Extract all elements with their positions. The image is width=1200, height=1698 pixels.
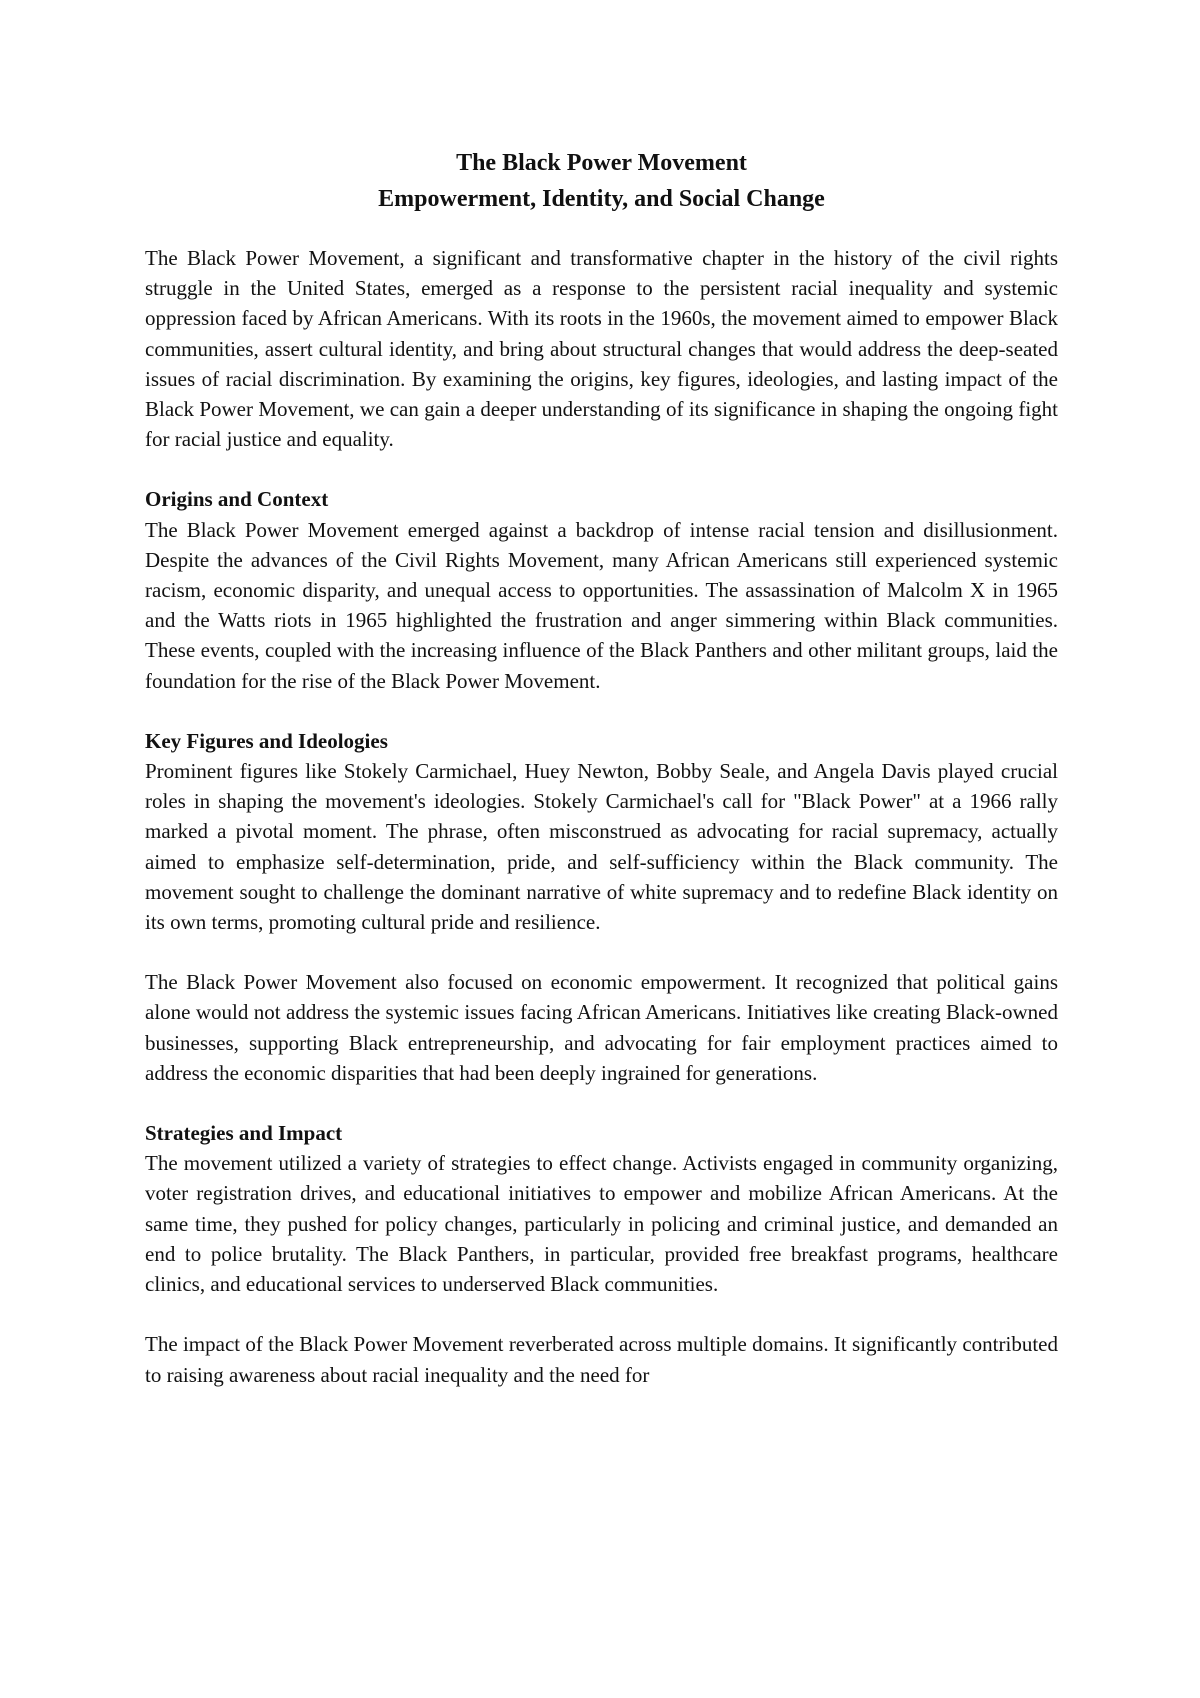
key-figures-paragraph-1: Prominent figures like Stokely Carmichael, Huey Newton, Bobby Seale, and Angela Davis played crucial roles in shaping the movement's ideologies. Stokely Carmichael's call for "Black Power" at a 1966 rally marked a pivotal moment. The phrase, often misconstrued as advocating for racial supremacy, actually aimed to emphasize self-determination, pride, and self-sufficiency within the Black community. The movement sought to challenge the dominant narrative of white supremacy and to redefine Black identity on its own terms, promoting cultural pride and resilience. (145, 759, 1058, 935)
strategies-paragraph-1: The movement utilized a variety of strategies to effect change. Activists engaged in community organizing, voter registration drives, and educational initiatives to empower and mobilize African Americans. At the same time, they pushed for policy changes, particularly in policing and criminal justice, and demanded an end to police brutality. The Black Panthers, in particular, provided free breakfast programs, healthcare clinics, and educational services to underserved Black communities. (145, 1151, 1058, 1297)
document-body (145, 145, 1058, 1390)
document-title: The Black Power Movement (456, 150, 747, 176)
section-heading-key-figures: Key Figures and Ideologies (145, 728, 388, 753)
origins-paragraph: The Black Power Movement emerged against a backdrop of intense racial tension and disillusionment. Despite the advances of the Civil Rights Movement, many African Americans still experienced systemic racism, economic disparity, and unequal access to opportunities. The assassination of Malcolm X in 1965 and the Watts riots in 1965 highlighted the frustration and anger simmering within Black communities. These events, coupled with the increasing influence of the Black Panthers and other militant groups, laid the foundation for the rise of the Black Power Movement. (145, 517, 1058, 693)
document-subtitle: Empowerment, Identity, and Social Change (378, 186, 825, 212)
section-heading-origins: Origins and Context (145, 487, 329, 512)
key-figures-paragraph-2: The Black Power Movement also focused on economic empowerment. It recognized that political gains alone would not address the systemic issues facing African Americans. Initiatives like creating Black-owned businesses, supporting Black entrepreneurship, and advocating for fair employment practices aimed to address the economic disparities that had been deeply ingrained for generations. (145, 970, 1058, 1085)
section-heading-strategies: Strategies and Impact (145, 1121, 343, 1146)
intro-paragraph: The Black Power Movement, a significant and transformative chapter in the history of the civil rights struggle in the United States, emerged as a response to the persistent racial inequality and systemic oppression faced by African Americans. With its roots in the 1960s, the movement aimed to empower Black communities, assert cultural identity, and bring about structural changes that would address the deep-seated issues of racial discrimination. By examining the origins, key figures, ideologies, and lasting impact of the Black Power Movement, we can gain a deeper understanding of its significance in shaping the ongoing fight for racial justice and equality. (145, 246, 1058, 452)
strategies-paragraph-2: The impact of the Black Power Movement reverberated across multiple domains. It significantly contributed to raising awareness about racial inequality and the need for (145, 1332, 1058, 1387)
